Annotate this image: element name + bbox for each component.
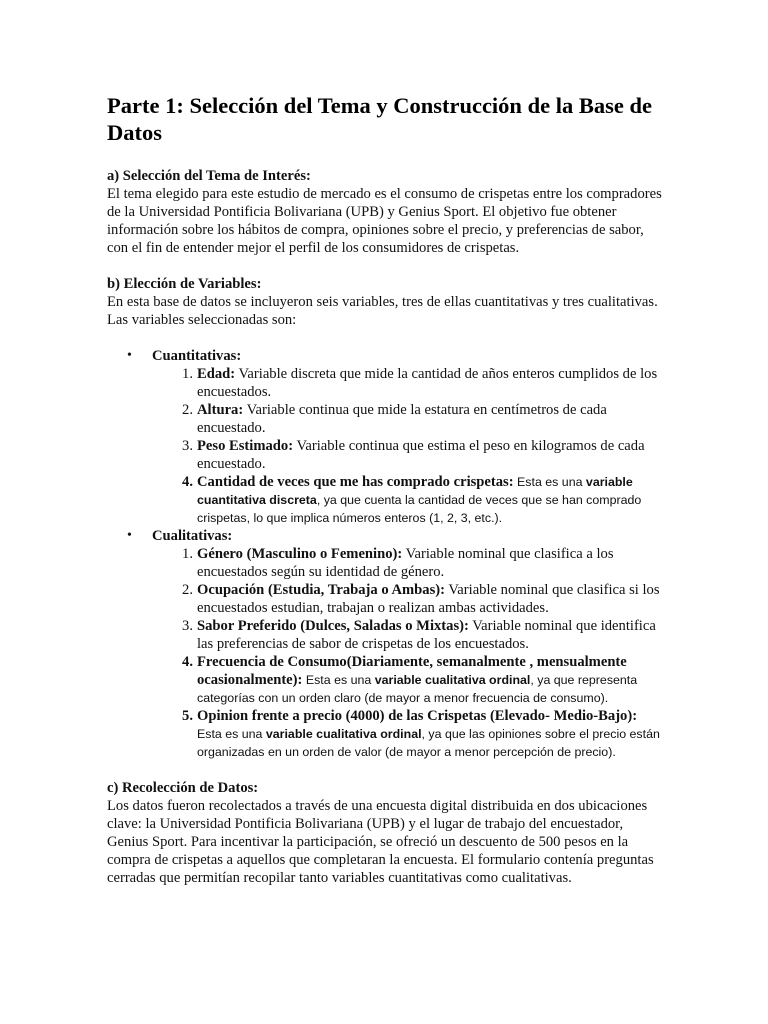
item-number: 2. xyxy=(182,402,193,418)
item-number: 4. xyxy=(182,474,193,490)
list-item xyxy=(152,401,667,437)
list-item xyxy=(152,437,667,473)
section-c-body: Los datos fueron recolectados a través de una encuesta digital distribuida en dos ubicaciones clave: la Universidad Pontificia Bolivariana (UPB) y el lugar de trabajo del encuestador, Genius Sport. Para incentivar la participación, se ofreció un descuento de 500 pesos en la compra de crispetas a aquellos que completaran la encuesta. El formulario contenía preguntas cerradas que permitían recopilar tanto variables cuantitativas como cualitativas. xyxy=(107,798,654,886)
variable-description: Variable nominal que clasifica si los encuestados estudian, trabajan o realizan ambas actividades. xyxy=(197,582,660,616)
group-title: Cualitativas: xyxy=(152,528,233,544)
variable-label: Ocupación (Estudia, Trabaja o Ambas): xyxy=(197,582,445,598)
variable-description: Esta es una variable cualitativa ordinal, ya que representa categorías con un orden claro (de mayor a menor frecuencia de consumo). xyxy=(197,673,638,705)
bullet-icon: • xyxy=(127,528,132,543)
variable-label: Género (Masculino o Femenino): xyxy=(197,546,403,562)
item-number: 4. xyxy=(182,654,193,670)
list-item xyxy=(152,581,667,617)
variable-description: Esta es una variable cualitativa ordinal, ya que las opiniones sobre el precio están organizadas en un orden de valor (de mayor a menor percepción de precio). xyxy=(197,727,660,759)
variable-description: Variable continua que mide la estatura en centímetros de cada encuestado. xyxy=(197,402,607,436)
section-c-heading: c) Recolección de Datos: xyxy=(107,780,259,796)
group-quantitative xyxy=(107,347,667,527)
section-b-heading: b) Elección de Variables: xyxy=(107,276,262,292)
section-variables xyxy=(107,275,667,761)
item-number: 2. xyxy=(182,582,193,598)
variable-label: Sabor Preferido (Dulces, Saladas o Mixtas): xyxy=(197,618,469,634)
section-a-body: El tema elegido para este estudio de mercado es el consumo de crispetas entre los compradores de la Universidad Pontificia Bolivariana (UPB) y Genius Sport. El objetivo fue obtener información sobre los hábitos de compra, opiniones sobre el precio, y preferencias de sabor, con el fin de entender mejor el perfil de los consumidores de crispetas. xyxy=(107,186,662,256)
item-number: 3. xyxy=(182,438,193,454)
variable-label: Altura: xyxy=(197,402,244,418)
item-number: 5. xyxy=(182,708,193,724)
item-number: 3. xyxy=(182,618,193,634)
document-page xyxy=(107,92,667,905)
group-qualitative xyxy=(107,527,667,761)
variable-label: Peso Estimado: xyxy=(197,438,294,454)
section-collection xyxy=(107,779,667,887)
variable-description: Variable nominal que identifica las preferencias de sabor de crispetas de los encuestados. xyxy=(197,618,656,652)
variable-list xyxy=(152,545,667,761)
section-a-heading: a) Selección del Tema de Interés: xyxy=(107,168,311,184)
list-item xyxy=(152,473,667,527)
list-item xyxy=(152,545,667,581)
variable-list xyxy=(152,365,667,527)
section-b-body: En esta base de datos se incluyeron seis variables, tres de ellas cuantitativas y tres cualitativas. Las variables seleccionadas son: xyxy=(107,294,658,328)
variable-label: Opinion frente a precio (4000) de las Crispetas (Elevado- Medio-Bajo): xyxy=(197,708,638,724)
variable-label: Cantidad de veces que me has comprado crispetas: xyxy=(197,474,514,490)
item-number: 1. xyxy=(182,546,193,562)
page-title: Parte 1: Selección del Tema y Construcción de la Base de Datos xyxy=(107,93,652,145)
bullet-icon: • xyxy=(127,348,132,363)
list-item xyxy=(152,707,667,761)
list-item xyxy=(152,653,667,707)
variable-description: Esta es una variable cuantitativa discreta, ya que cuenta la cantidad de veces que se han comprado crispetas, lo que implica números enteros (1, 2, 3, etc.). xyxy=(197,475,642,525)
variable-label: Frecuencia de Consumo(Diariamente, semanalmente , mensualmente ocasionalmente): xyxy=(197,654,627,688)
list-item xyxy=(152,617,667,653)
variable-description: Variable continua que estima el peso en kilogramos de cada encuestado. xyxy=(197,438,645,472)
variable-groups xyxy=(107,347,667,761)
group-title: Cuantitativas: xyxy=(152,348,242,364)
variable-description: Variable nominal que clasifica a los encuestados según su identidad de género. xyxy=(197,546,614,580)
section-topic xyxy=(107,167,667,257)
list-item xyxy=(152,365,667,401)
item-number: 1. xyxy=(182,366,193,382)
variable-label: Edad: xyxy=(197,366,236,382)
variable-description: Variable discreta que mide la cantidad de años enteros cumplidos de los encuestados. xyxy=(197,366,658,400)
